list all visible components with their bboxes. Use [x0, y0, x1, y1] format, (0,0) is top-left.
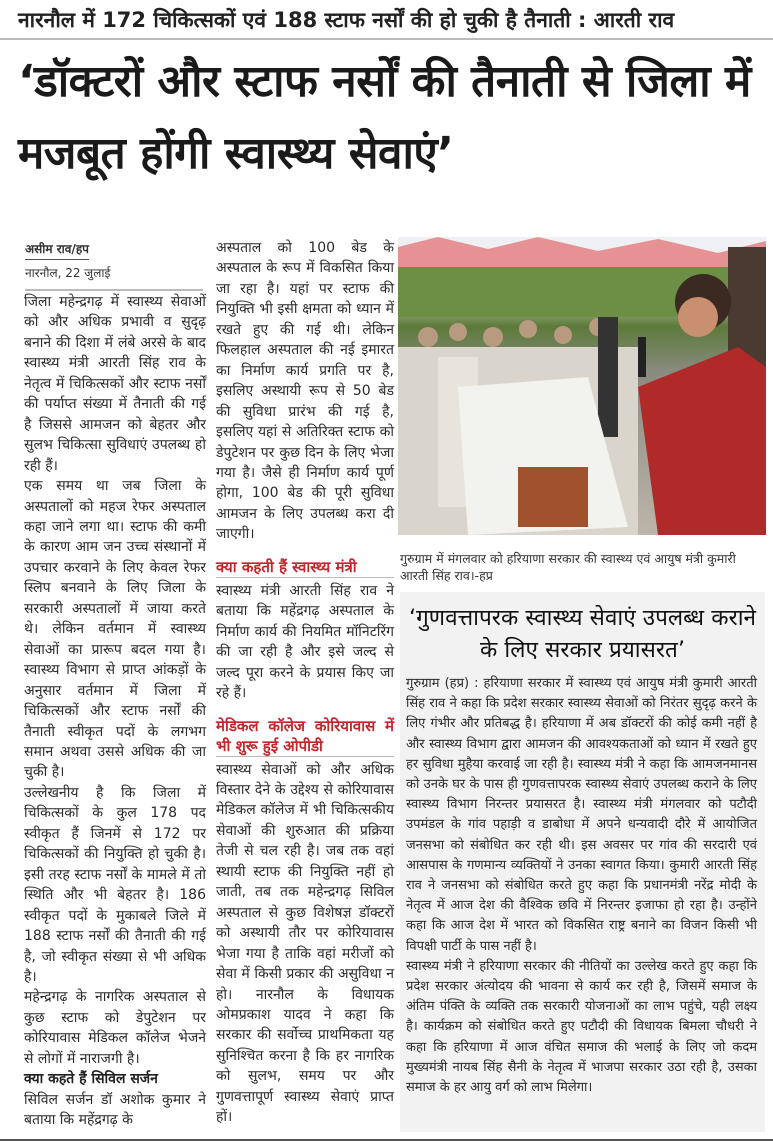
- paragraph: अस्पताल को 100 बेड के अस्पताल के रूप में विकसित किया जा रहा है। यहां पर स्टाफ की नियुक्ति भी इसी क्षमता को ध्यान में रखते हुए की गई थी। लेकिन फिलहाल अस्पताल की नई इमारत का निर्माण कार्य प्रगति पर है, इसलिए अस्थायी रूप से 50 बेड की सुविधा प्रारंभ की गई है, इसलिए यहां से अतिरिक्त स्टाफ को डेपुटेशन पर कुछ दिन के लिए भेजा गया है। जैसे ही निर्माण कार्य पूर्ण होगा, 100 बेड की पूरी सुविधा आमजन के लिए उपलब्ध करा दी जाएगी।: [216, 240, 394, 543]
- strap-headline: नारनौल में 172 चिकित्सकों एवं 188 स्टाफ नर्सों की हो चुकी है तैनाती : आरती राव: [0, 0, 773, 40]
- author: असीम राव/हप: [25, 240, 89, 260]
- paragraph: उल्लेखनीय है कि जिला में चिकित्सकों के कुल 178 पद स्वीकृत हैं जिनमें से 172 पर चिकित्सकों की नियुक्ति हो चुकी है। इसी तरह स्टाफ नर्सों के मामले में तो स्थिति और भी बेहतर है। 186 स्वीकृत पदों के मुकाबले जिले में 188 स्टाफ नर्सों की तैनाती की गई है, जो स्वीकृत संख्या से भी अधिक है।: [24, 784, 206, 985]
- subheading-medical-college: मेडिकल कॉलेज कोरियावास में भी शुरू हुई ओपीडी: [216, 716, 394, 755]
- subheading-civil-surgeon: क्या कहते हैं सिविल सर्जन: [24, 1071, 158, 1088]
- main-headline: ‘डॉक्टरों और स्टाफ नर्सों की तैनाती से जिला में मजबूत होंगी स्वास्थ्य सेवाएं’: [18, 56, 751, 179]
- paragraph: स्वास्थ्य मंत्री ने हरियाणा सरकार की नीतियों का उल्लेख करते हुए कहा कि प्रदेश सरकार अंत्योदय की भावना से कार्य कर रही है, जिसमें समाज के अंतिम पंक्ति के व्यक्ति तक सरकारी योजनाओं का लाभ पहुंचे, यही लक्ष्य है। कार्यक्रम को संबोधित करते हुए पटौदी की विधायक बिमला चौधरी ने कहा कि हरियाणा में आज वंचित समाज की भलाई के लिए जो कदम मुख्यमंत्री नायब सिंह सैनी के नेतृत्व में भाजपा सरकार उठा रही है, उसका समाज के हर आयु वर्ग को लाभ मिलेगा।: [406, 958, 757, 1096]
- paragraph: महेन्द्रगढ़ के नागरिक अस्पताल से कुछ स्टाफ को डेपुटेशन पर कोरियावास मेडिकल कॉलेज भेजने से लोगों में नाराजगी है।: [24, 989, 206, 1067]
- sidebar-article: [400, 592, 765, 1132]
- dateline: नारनौल, 22 जुलाई: [25, 264, 203, 291]
- paragraph: गुरुग्राम (हप्र) : हरियाणा सरकार में स्वास्थ्य एवं आयुष मंत्री कुमारी आरती सिंह राव ने कहा कि प्रदेश सरकार स्वास्थ्य सेवाओं को निरंतर सुदृढ़ करने के लिए गंभीर और प्रतिबद्ध है। हरियाणा में अब डॉक्टरों की कोई कमी नहीं है और स्वास्थ्य विभाग द्वारा आमजन की आवश्यकताओं को ध्यान में रखते हुए हर सुविधा मुहैया करवाई जा रही है। स्वास्थ्य मंत्री ने कहा कि आमजनमानस को उनके घर के पास ही गुणवत्तापरक स्वास्थ्य सेवाएं उपलब्ध कराने के लिए स्वास्थ्य विभाग निरन्तर प्रयासरत है। स्वास्थ्य मंत्री मंगलवार को पटौदी उपमंडल के गांव पहाड़ी व डाबोधा में अपने धन्यवादी दौरे में आयोजित जनसभा को संबोधित कर रही थी। इस अवसर पर गांव की सरदारी एवं आसपास के गणमान्य व्यक्तियों ने उनका स्वागत किया। कुमारी आरती सिंह राव ने जनसभा को संबोधित करते हुए कहा कि प्रधानमंत्री नरेंद्र मोदी के नेतृत्व में आज देश की वैश्विक छवि में निरन्तर इजाफा हो रहा है। उन्होंने कहा कि आज देश में भारत को विकसित राष्ट्र बनाने का विजन किसी भी विपक्षी पार्टी के पास नहीं है।: [406, 676, 757, 954]
- paragraph: जिला महेन्द्रगढ़ में स्वास्थ्य सेवाओं को और अधिक प्रभावी व सुदृढ़ बनाने की दिशा में लंबे अरसे के बाद स्वास्थ्य मंत्री आरती सिंह राव के नेतृत्व में चिकित्सकों और स्टाफ नर्सों की पर्याप्त संख्या में तैनाती की गई है जिससे आमजन को बेहतर और सुलभ चिकित्सा सुविधाएं उपलब्ध हो रही हैं।: [24, 294, 206, 474]
- paragraph: स्वास्थ्य सेवाओं को और अधिक विस्तार देने के उद्देश्य से कोरियावास मेडिकल कॉलेज में भी चिकित्सकीय सेवाओं की शुरुआत की प्रक्रिया तेजी से चल रही है। जब तक वहां स्थायी स्टाफ की नियुक्ति नहीं हो जाती, तब तक महेन्द्रगढ़ सिविल अस्पताल से कुछ विशेषज्ञ डॉक्टरों को अस्थायी तौर पर कोरियावास भेजा गया है ताकि वहां मरीजों को सेवा में किसी प्रकार की असुविधा न हो। नारनौल के विधायक ओमप्रकाश यादव ने कहा कि सरकार की सर्वोच्च प्राथमिकता यह सुनिश्चित करना है कि हर नागरिक को सुलभ, समय पर और गुणवत्तापूर्ण स्वास्थ्य सेवाएं प्राप्त हों।: [216, 761, 394, 1126]
- subheading-health-minister: क्या कहती हैं स्वास्थ्य मंत्री: [216, 557, 394, 578]
- paragraph: एक समय था जब जिला के अस्पतालों को महज रेफर अस्पताल कहा जाने लगा था। स्टाफ की कमी के कारण आम जन उच्च संस्थानों में उपचार करवाने के लिए केवल रेफर स्लिप बनवाने के लिए जिला के सरकारी अस्पतालों में जाया करते थे। लेकिन वर्तमान में स्वास्थ्य सेवाओं का प्रारूप बदल गया है। स्वास्थ्य विभाग से प्राप्त आंकड़ों के अनुसार वर्तमान में जिला में चिकित्सकों और स्टाफ नर्सों की तैनाती स्वीकृत पदों के लगभग समान अथवा उससे अधिक की जा चुकी है।: [24, 478, 206, 781]
- sidebar-article-title: ‘गुणवत्तापरक स्वास्थ्य सेवाएं उपलब्ध कराने के लिए सरकार प्रयासरत’: [408, 605, 757, 663]
- photo-caption: गुरुग्राम में मंगलवार को हरियाणा सरकार की स्वास्थ्य एवं आयुष मंत्री कुमारी आरती सिंह राव।-हप्र: [400, 551, 736, 583]
- paragraph: स्वास्थ्य मंत्री आरती सिंह राव ने बताया कि महेंद्रगढ़ अस्पताल के निर्माण कार्य की नियमित मॉनिटरिंग की जा रही है और इसे जल्द से जल्द पूरा करने के प्रयास किए जा रहे हैं।: [216, 582, 394, 702]
- photo-illustration: [398, 237, 766, 535]
- paragraph: सिविल सर्जन डॉ अशोक कुमार ने बताया कि महेंद्रगढ़ के: [24, 1091, 206, 1129]
- byline: [25, 240, 203, 291]
- news-photo: [398, 237, 766, 535]
- column-1: [24, 292, 206, 1131]
- column-2: [216, 238, 394, 1128]
